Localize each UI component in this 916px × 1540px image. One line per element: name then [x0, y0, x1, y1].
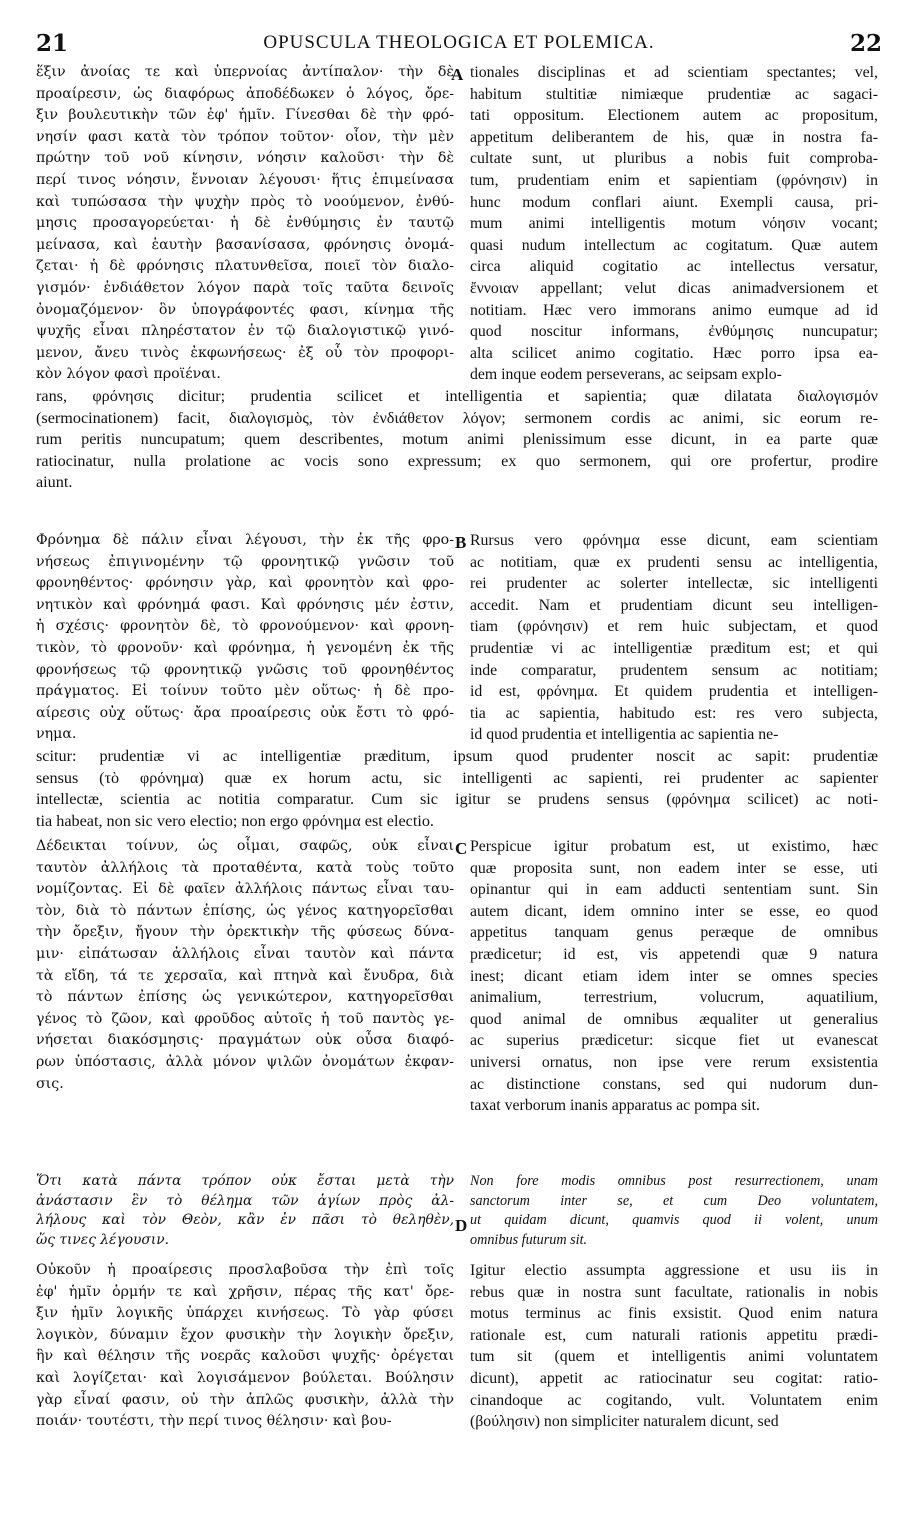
text-line: inest; dicant etiam idem inter se omnes species — [470, 967, 878, 985]
text-line: ἔννοιαν appellant; velut dicas animadversionem et — [470, 279, 878, 297]
text-line: ζεται· ἡ δὲ φρόνησις πλατυνθεῖσα, ποιεῖ τὸν διαλο- — [36, 258, 454, 275]
text-line: λήλους καὶ τὸν Θεὸν, κἂν ἐν πᾶσι τὸ θεληθὲν, — [36, 1212, 454, 1228]
greek-column-b — [36, 530, 454, 746]
section-marker-c: C — [455, 839, 468, 858]
text-line: νημα. — [36, 726, 77, 743]
text-line: sanctorum inter se, et cum Deo voluntatem, — [470, 1192, 878, 1209]
latin-fullwidth-a — [36, 386, 878, 494]
text-line: ποιάν· τουτέστι, τὴν περί τινος θέλησιν· καὶ βου- — [36, 1413, 392, 1430]
text-line: σις. — [36, 1075, 64, 1092]
text-line: νησίν φασι κατὰ τὸν τρόπον τοῦτον· οἷον, τὴν μὲν — [36, 128, 454, 145]
text-line: ratiocinatur, nulla prolatione ac vocis sono expressum; ex quo sermonem, qui ore profertur, prodire — [36, 451, 878, 470]
text-line: notitiam. Hæc vero immorans animo eumque ad id — [470, 301, 878, 319]
text-line: μιν· εἰπάτωσαν ἀλλήλοις εἶναι ταυτὸν καὶ πάντα — [36, 945, 454, 962]
text-line: id est, φρόνημα. Et quidem prudentia et intelligen- — [470, 683, 878, 701]
text-line: αίρεσις οὐχ οὕτως· ἄρα προαίρεσις οὐκ ἔστι τὸ φρό- — [36, 704, 454, 721]
latin-fullwidth-b — [36, 746, 878, 832]
page-number-left: 21 — [36, 30, 69, 57]
text-line: ἐφ' ἡμῖν ὁρμήν τε καὶ χρῆσιν, πέρας τῆς κατ' ὄρε- — [36, 1283, 454, 1300]
text-line: γένος τὸ ζῶον, καὶ φροῦδος αὐτοῖς ἡ τοῦ παντὸς γε- — [36, 1010, 454, 1027]
text-line: intellectæ, scientia ac notitia comparatur. Cum sic igitur se prudens sensus (φρόνημα scilicet) ac noti- — [36, 790, 878, 809]
text-line: tati oppositum. Electionem autem ac propositum, — [470, 107, 878, 125]
text-line: ἀνάστασιν ἓν τὸ θέλημα τῶν ἁγίων πρὸς ἀλ- — [36, 1192, 454, 1209]
text-line: ac notitiam, quæ ex prudenti sensu ac intelligentia, — [470, 553, 878, 571]
text-line: rans, φρόνησις dicitur; prudentia scilicet et intelligentia et sapientia; quæ dilatata διαλογισμόν — [36, 387, 878, 405]
greek-column-a — [36, 62, 454, 386]
text-line: γὰρ εἶναί φασιν, οὐ τὴν ἁπλῶς φυσικὴν, ἀλλὰ τὴν — [36, 1391, 454, 1408]
text-line: dicunt), appetit ac ratiocinatur seu cogitat: ratio- — [470, 1369, 878, 1387]
text-line: λογικὸν, δύναμιν ἔχον φυσικὴν τὴν λογικὴν ὄρεξιν, — [36, 1326, 454, 1343]
text-line: ἕξιν ἀνοίας τε καὶ ὑπερνοίας ἀντίπαλον· τὴν δὲ — [36, 64, 454, 80]
text-line: circa aliquid cogitatio ac intellectus versatur, — [470, 258, 878, 276]
text-line: νήσεται διακόσμησις· πραγμάτων οὐκ οὖσα διαφό- — [36, 1032, 454, 1049]
text-line: τὸ πάντων ἐπίσης ὡς γενικώτερον, κατηγορεῖσθαι — [36, 989, 454, 1006]
text-line: tionales disciplinas et ad scientiam spectantes; vel, — [470, 64, 878, 81]
text-line: tiam (φρόνησιν) et rem huic subjectam, et quod — [470, 618, 878, 636]
text-line: ρων ὑπόστασις, ἀλλὰ μόνον ψιλῶν ὀνομάτων ἐκφαν- — [36, 1053, 454, 1070]
text-line: νομίζοντας. Εἰ δὲ φαῖεν ἀλλήλοις πάντως εἶναι ταυ- — [36, 881, 454, 898]
greek-column-d — [36, 1260, 454, 1433]
text-line: accedit. Nam et prudentiam dicunt seu intelligen- — [470, 596, 878, 614]
text-line: sensus (τὸ φρόνημα) quæ ex horum actu, sic intelligenti ac sapienti, rei prudenter ac sapienter — [36, 768, 878, 787]
text-line: καὶ λογίζεται· καὶ λογισάμενον βούλεται. Βούλησιν — [36, 1369, 454, 1386]
text-line: νητικὸν καὶ φρόνημά φασι. Καὶ φρόνησις μέν ἐστιν, — [36, 596, 454, 613]
text-line: animalium, terrestrium, volucrum, aquatilium, — [470, 989, 878, 1007]
text-line: Οὐκοῦν ἡ προαίρεσις προσλαβοῦσα τὴν ἐπὶ τοῖς — [36, 1262, 454, 1278]
text-line: appetitum deliberantem de his, quæ in nostra fa- — [470, 128, 878, 146]
text-line: μενον, ἄνευ τινὸς ἐκφωνήσεως· ἐξ οὗ τὸν προφορι- — [36, 344, 454, 361]
running-header — [36, 30, 882, 60]
latin-column-d — [470, 1260, 878, 1433]
text-line: tia habeat, non sic vero electio; non ergo φρόνημα est electio. — [36, 811, 434, 830]
text-line: Δέδεικται τοίνυν, ὡς οἶμαι, σαφῶς, οὐκ εἶναι — [36, 838, 454, 854]
latin-column-b — [470, 530, 878, 746]
text-line: κὸν λόγον φασὶ προϊέναι. — [36, 366, 221, 383]
text-line: quod animal de omnibus æqualiter ut generalius — [470, 1010, 878, 1028]
text-line: rum peritis nuncupatum; quem describentes, motum animi plenissimum esse dicunt, in ea parte quæ — [36, 430, 878, 449]
text-line: ἣν καὶ θέλησιν τῆς νοερᾶς καλοῦσι ψυχῆς· ὀρέγεται — [36, 1348, 454, 1365]
text-line: quasi nudum intellectum ac cogitatum. Quæ autem — [470, 236, 878, 254]
text-line: νήσεως ἐπιγινομένην τῷ φρονητικῷ γνῶσιν τοῦ — [36, 553, 454, 570]
text-line: τικὸν, τὸ φρονοῦν· καὶ φρόνημα, ἡ γενομένη ἐκ τῆς — [36, 639, 454, 656]
text-line: taxat verborum inanis apparatus ac pompa sit. — [470, 1097, 760, 1115]
text-line: πρώτην τοῦ νοῦ κίνησιν, νόησιν καλοῦσι· τὴν δὲ — [36, 150, 454, 167]
text-line: Φρόνημα δὲ πάλιν εἶναι λέγουσι, τὴν ἐκ τῆς φρο- — [36, 532, 454, 548]
latin-column-a — [470, 62, 878, 386]
text-line: τὰ εἴδη, τά τε χερσαῖα, καὶ πτηνὰ καὶ ἔνυδρα, διὰ — [36, 967, 454, 984]
text-line: πράγματος. Εἰ τοίνυν τοῦτο μὲν οὕτως· ἡ δὲ προ- — [36, 683, 454, 700]
text-line: prædicetur; id est, vis appetendi quæ 9 natura — [470, 945, 878, 963]
text-line: rei prudenter ac solerter intellectæ, sic intelligenti — [470, 575, 878, 593]
text-line: quæ proposita sunt, non eadem inter se esse, uti — [470, 859, 878, 877]
text-line: φρονηθέντος· φρόνησιν γὰρ, καὶ φρονητὸν καὶ φρο- — [36, 575, 454, 592]
text-line: ξιν βουλευτικὴν τῶν ἐφ' ἡμῖν. Γίνεσθαι δὲ τὴν φρό- — [36, 107, 454, 124]
text-line: cultate sunt, ut pluribus a nobis fuit comproba- — [470, 150, 878, 168]
text-line: autem dicant, idem omnino inter se esse, eo quod — [470, 902, 878, 920]
text-line: (sermocinationem) facit, διαλογισμὸς, τὸν ἐνδιάθετον λόγον; sermonem cordis ac animi, sic eorum re- — [36, 408, 878, 427]
text-line: opinantur qui in eam adducti sententiam sunt. Sin — [470, 881, 878, 899]
text-line: Non fore modis omnibus post resurrectionem, unam — [470, 1173, 878, 1189]
text-line: μείνασα, καὶ ἑαυτὴν βασανίσασα, φρόνησις ὀνομά- — [36, 236, 454, 253]
text-line: ὀνομαζόμενον· ὃν ὑπογράφοντές φασι, κίνημα τῆς — [36, 301, 454, 318]
text-line: ut quidam dicunt, quamvis quod ii volent, unum — [470, 1212, 878, 1228]
text-line: ὥς τινες λέγουσιν. — [36, 1231, 169, 1248]
text-line: appetitus tanquam genus peræque de omnibus — [470, 924, 878, 942]
text-line: id quod prudentia et intelligentia ac sapientia ne- — [470, 726, 779, 744]
section-marker-d: D — [455, 1216, 468, 1235]
text-line: cinandoque ac cogitando, vult. Voluntatem enim — [470, 1391, 878, 1409]
text-line: καὶ τυπώσασα τὴν ψυχὴν πρὸς τὸ νοούμενον, ἐνθύ- — [36, 193, 454, 210]
text-line: hunc modum conflari aiunt. Exempli causa, pri- — [470, 193, 878, 211]
text-line: alta scilicet animo cogitatio. Hæc porro ipsa ea- — [470, 344, 878, 362]
text-line: inde comparatur, prudentem sensum ac notitiam; — [470, 661, 878, 679]
text-line: τὸν, διὰ τὸ πάντων ἐπίσης, ὡς γένος κατηγορεῖσθαι — [36, 902, 454, 919]
text-line: scitur: prudentiæ vi ac intelligentiæ præditum, ipsum quod prudenter noscit ac sapit: prudentiæ — [36, 747, 878, 765]
text-line: ac superius prædicetur: sicque fiet ut evanescat — [470, 1032, 878, 1050]
text-line: Igitur electio assumpta aggressione et usu iis in — [470, 1262, 878, 1279]
text-line: ταυτὸν ἀλλήλοις τὰ προταθέντα, κατὰ τοὺς τοῦτο — [36, 859, 454, 876]
text-line: τὴν ὄρεξιν, ἤγουν τὴν ὀρεκτικὴν τῆς φύσεως δύνα- — [36, 924, 454, 941]
text-line: μησις προσαγορεύεται· ἡ δὲ ἐνθύμησις ἐν ταυτῷ — [36, 215, 454, 232]
running-title: OPUSCULA THEOLOGICA ET POLEMICA. — [263, 32, 655, 53]
text-line: Perspicue igitur probatum est, ut existimo, hæc — [470, 838, 878, 855]
text-line: mum animi intelligentis motum νόησιν vocant; — [470, 215, 878, 233]
text-line: προαίρεσιν, ὡς διαφόρως ἀποδέδωκεν ὁ λόγος, ὄρε- — [36, 85, 454, 102]
text-line: tum, prudentiam enim et sapientiam (φρόνησιν) in — [470, 171, 878, 189]
text-line: ξιν ἡμῖν λογικῆς ὑπάρχει κινήσεως. Τὸ γὰρ φύσει — [36, 1305, 454, 1322]
text-line: quod noscitur informans, ἐνθύμησις nuncupatur; — [470, 323, 878, 341]
greek-column-c — [36, 836, 454, 1095]
greek-heading-d — [36, 1172, 454, 1250]
text-line: rationale est, cum naturali rationis appetitu prædi- — [470, 1326, 878, 1344]
text-line: ἡ σχέσις· φρονητὸν δὲ, τὸ φρονούμενον· καὶ φρονη- — [36, 618, 454, 635]
text-line: motus terminus ac finis exsistit. Quod enim natura — [470, 1305, 878, 1323]
text-line: tum sit (quem et intelligentis animi voluntatem — [470, 1348, 878, 1366]
text-line: aiunt. — [36, 473, 73, 492]
latin-heading-d — [470, 1172, 878, 1250]
text-line: tia ac sapientia, habitudo est: res vero subjecta, — [470, 704, 878, 722]
text-line: habitum stultitiæ nimiæque prudentiæ ac sagaci- — [470, 85, 878, 103]
latin-column-c — [470, 836, 878, 1117]
text-line: (βούλησιν) non simpliciter naturalem dicunt, sed — [470, 1413, 779, 1431]
text-line: universi ornatus, non ipse vere rerum exsistentia — [470, 1053, 878, 1071]
text-line: rebus quæ in nostra sunt facultate, rationalis in nobis — [470, 1283, 878, 1301]
text-line: γισμόν· ἐνδιάθετον λόγον παρὰ τοῖς ταῦτα δεινοῖς — [36, 279, 454, 296]
section-marker-a: A — [451, 65, 464, 84]
text-line: ac distinctione constans, sed qui nudorum dun- — [470, 1075, 878, 1093]
text-line: omnibus futurum sit. — [470, 1231, 588, 1248]
text-line: Rursus vero φρόνημα esse dicunt, eam scientiam — [470, 532, 878, 549]
text-line: περί τινος νόησιν, ἔννοιαν λέγουσι· ἥτις ἐπιμείνασα — [36, 171, 454, 188]
page-number-right: 22 — [849, 30, 882, 57]
section-marker-b: B — [455, 533, 467, 552]
text-line: prudentiæ vi ac intelligentiæ præditum est; et qui — [470, 639, 878, 657]
text-line: Ὅτι κατὰ πάντα τρόπον οὐκ ἔσται μετὰ τὴν — [36, 1173, 454, 1189]
text-line: φρονήσεως τῷ φρονητικῷ γνῶσις τοῦ φρονηθέντος — [36, 661, 454, 678]
text-line: ψυχῆς εἶναι πληρέστατον ἐν τῷ διαλογιστικῷ γινό- — [36, 323, 454, 340]
text-line: dem inque eodem perseverans, ac seipsam explo- — [470, 366, 782, 384]
